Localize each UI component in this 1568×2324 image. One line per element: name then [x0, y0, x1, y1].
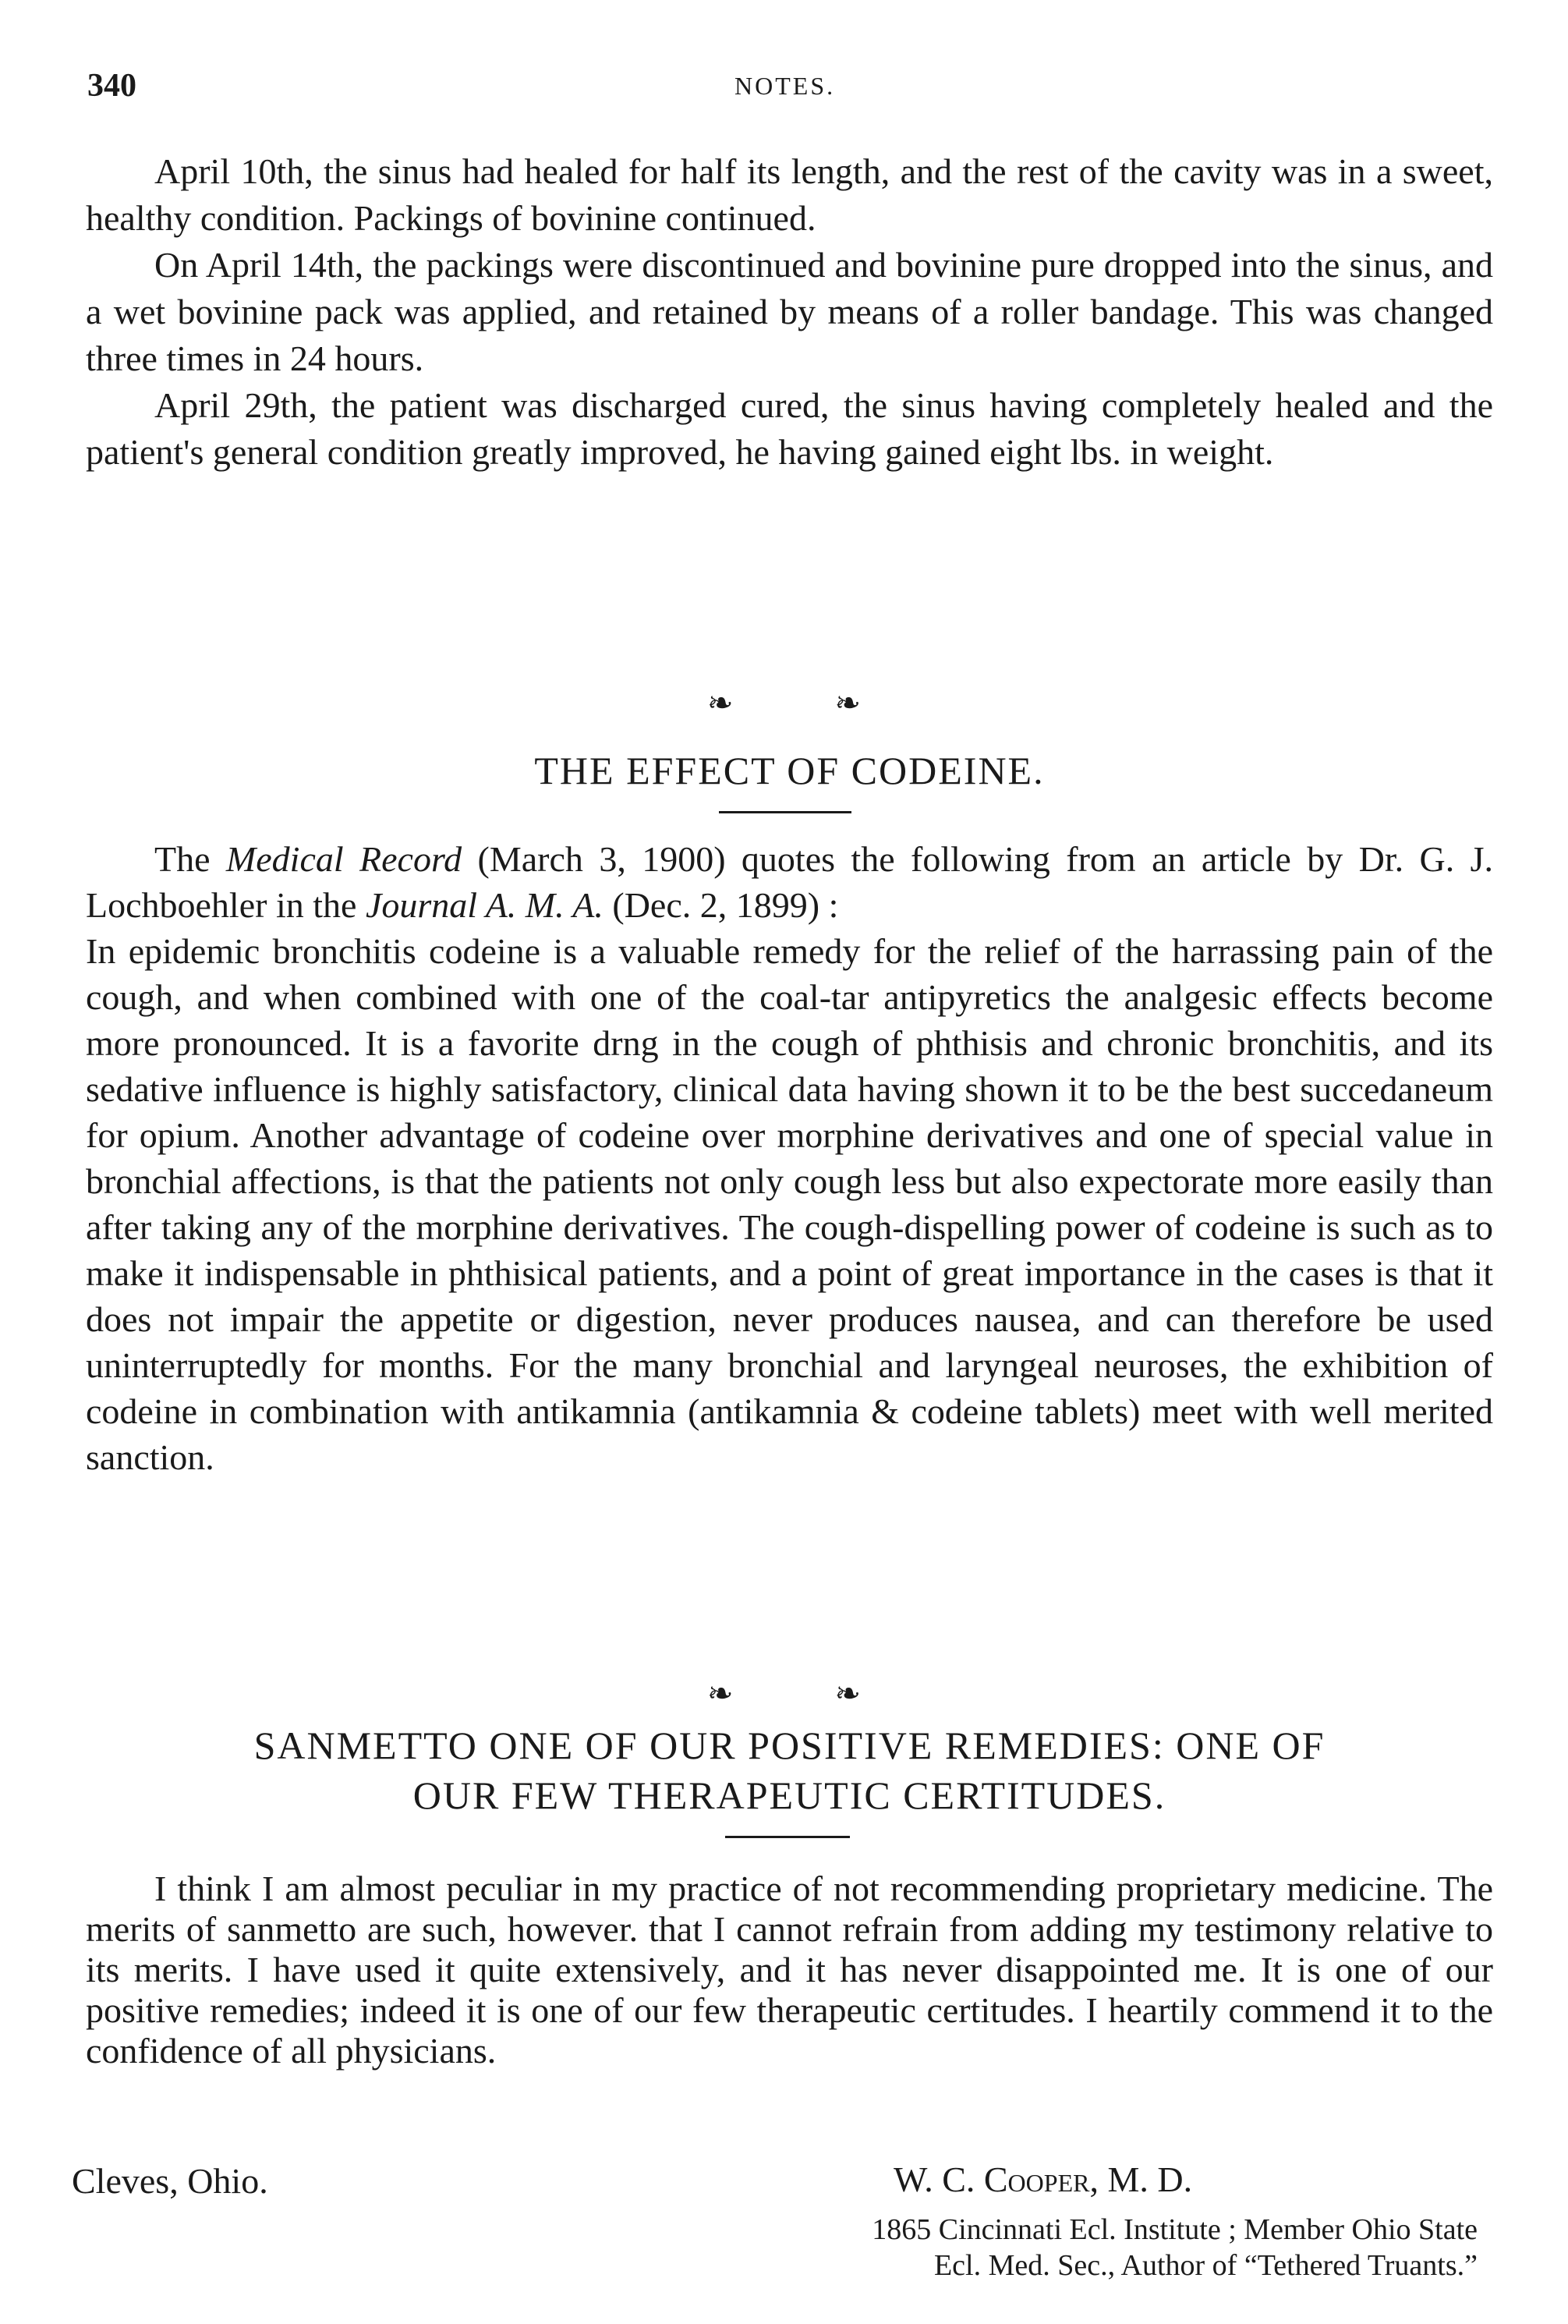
codeine-intro	[86, 836, 1493, 928]
heading-rule	[725, 1836, 850, 1838]
credentials-line-2: Ecl. Med. Sec., Author of “Tethered Truants.”	[933, 2249, 1478, 2282]
intro-text-1: The	[154, 839, 226, 879]
case-report	[86, 148, 1493, 476]
testimonial-body: I think I am almost peculiar in my practice of not recommending proprietary medicine. The merits of sanmetto are such, however. that I cannot refrain from adding my testimony relative to its merits. I have used it quite extensively, and it has never disappointed me. It is one of our positive remedies; indeed it is one of our few therapeutic certitudes. I heartily commend it to the confidence of all physicians.	[86, 1869, 1493, 2071]
codeine-article	[86, 836, 1493, 1480]
page-number: 340	[87, 68, 136, 104]
author-credentials	[593, 2212, 1478, 2283]
heading-sanmetto-line-1: SANMETTO ONE OF OUR POSITIVE REMEDIES: ONE OF	[253, 1724, 1326, 1767]
heading-sanmetto	[86, 1720, 1493, 1820]
intro-text-2: (March 3, 1900) quotes the following from an article by Dr. G. J. Lochboehler in the	[86, 839, 1494, 925]
heading-rule	[719, 811, 851, 813]
journal-title-jama: Journal A. M. A.	[365, 885, 603, 925]
testimonial-author: W. C. Cooper, M. D.	[894, 2159, 1193, 2199]
case-paragraph-april-14: On April 14th, the packings were discontinued and bovinine pure dropped into the sinus, and a wet bovinine pack was applied, and retained by means of a roller bandage. This was changed three times in 24 hours.	[86, 245, 1493, 378]
heading-effect-of-codeine: THE EFFECT OF CODEINE.	[534, 749, 1045, 792]
sanmetto-testimonial	[86, 1869, 1493, 2071]
journal-title-medical-record: Medical Record	[225, 839, 462, 879]
running-head	[87, 67, 1491, 114]
case-paragraph-april-10: April 10th, the sinus had healed for half its length, and the rest of the cavity was in a sweet, healthy condition. Packings of bovinine continued.	[86, 151, 1493, 238]
case-paragraph-april-29: April 29th, the patient was discharged cured, the sinus having completely healed and the patient's general condition greatly improved, he having gained eight lbs. in weight.	[86, 385, 1493, 472]
credentials-line-1: 1865 Cincinnati Ecl. Institute ; Member Ohio State	[872, 2213, 1478, 2246]
section-ornament: ❧ ❧	[706, 686, 908, 721]
section-ornament: ❧ ❧	[706, 1676, 908, 1711]
testimonial-place: Cleves, Ohio.	[72, 2161, 268, 2201]
running-title: NOTES.	[734, 72, 836, 100]
codeine-body: In epidemic bronchitis codeine is a valuable remedy for the relief of the harrassing pain of the cough, and when combined with one of the coal-tar antipyretics the analgesic effects become more pronounced. It is a favorite drng in the cough of phthisis and chronic bronchitis, and its sedative influence is highly satisfactory, clinical data having shown it to be the best succedaneum for opium. Another advantage of codeine over morphine derivatives and one of special value in bronchial affections, is that the patients not only cough less but also expectorate more easily than after taking any of the morphine derivatives. The cough-dispelling power of codeine is such as to make it indispensable in phthisical patients, and a point of great importance in the cases is that it does not impair the appetite or digestion, never produces nausea, and can therefore be used uninterruptedly for months. For the many bronchial and laryngeal neuroses, the exhibition of codeine in combination with antikamnia (antikamnia & codeine tablets) meet with well merited sanction.	[86, 931, 1493, 1477]
heading-sanmetto-line-2: OUR FEW THERAPEUTIC CERTITUDES.	[412, 1773, 1166, 1817]
intro-text-3: (Dec. 2, 1899) :	[603, 885, 839, 925]
